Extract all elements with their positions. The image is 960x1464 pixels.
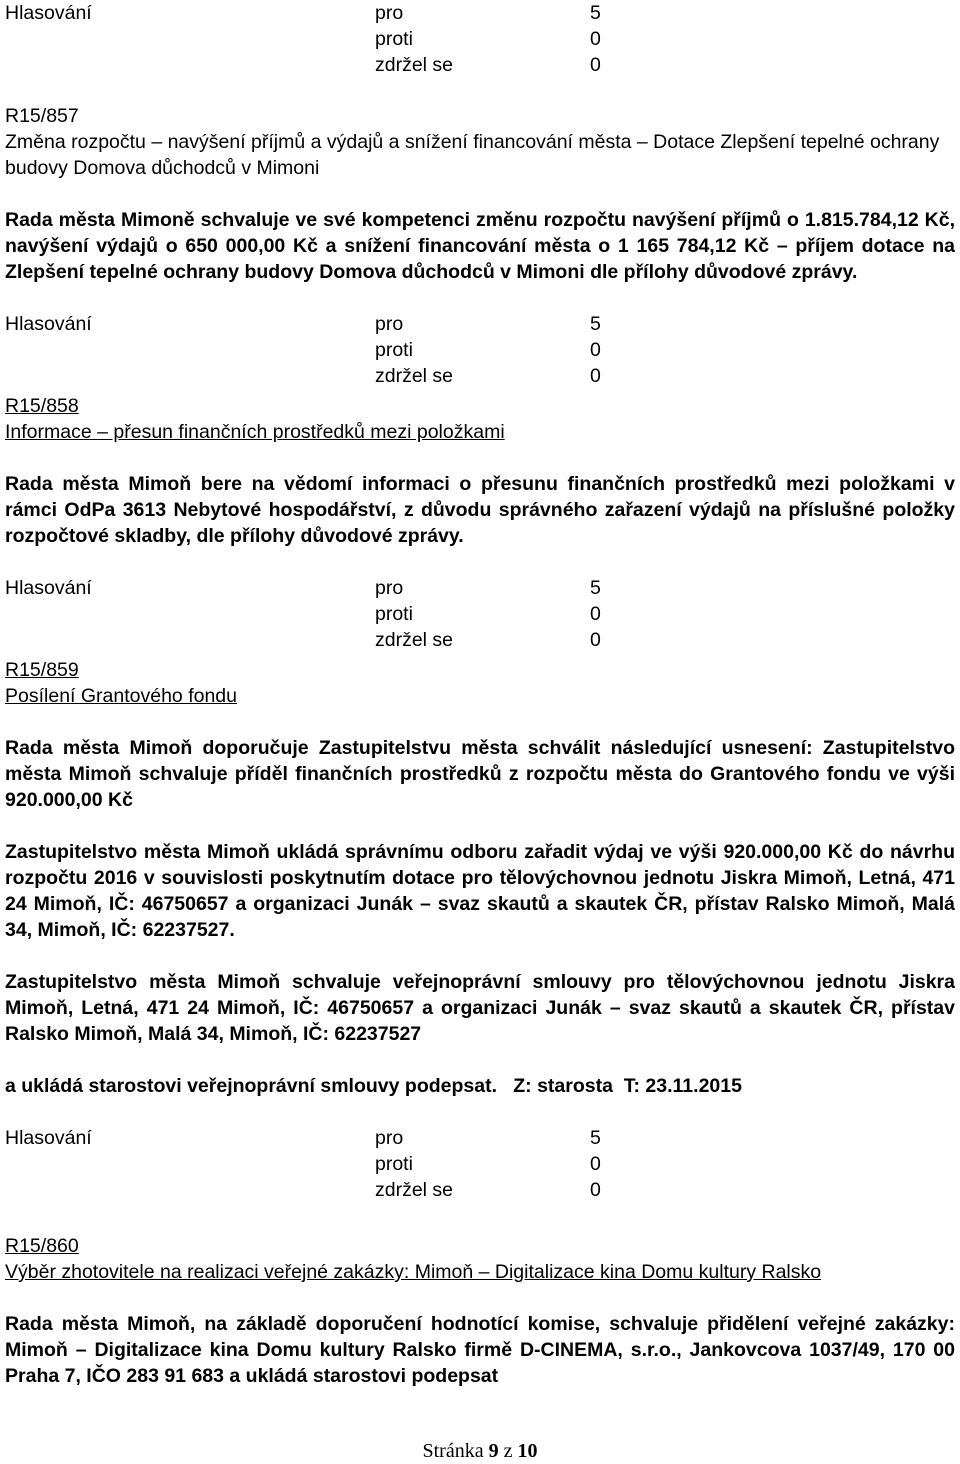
vote-against-count: 0: [590, 339, 601, 361]
resolution-r15-859: [5, 657, 955, 1099]
vote-heading: Hlasování: [5, 1127, 92, 1149]
document-page: [5, 0, 955, 1389]
page-total: 10: [517, 1440, 538, 1462]
page-label: Stránka: [422, 1440, 484, 1462]
vote-against-label: proti: [375, 603, 413, 625]
vote-block: [5, 0, 955, 78]
resolution-text: Rada města Mimoň, na základě doporučení hodnotící komise, schvaluje přidělení veřejné zakázky: Mimoň – Digitalizace kina Domu kultury Ralsko firmě D-CINEMA, s.r.o., Jankovcova 1037/49, 170 00 Praha 7, IČO 283 91 683 a ukládá starostovi podepsat: [5, 1313, 955, 1387]
page-footer: [0, 1438, 960, 1464]
vote-for-label: pro: [375, 577, 404, 599]
vote-against-count: 0: [590, 1153, 601, 1175]
page-number: 9: [488, 1440, 499, 1462]
vote-for-count: 5: [590, 2, 601, 24]
vote-for-label: pro: [375, 313, 404, 335]
resolution-text: Zastupitelstvo města Mimoň ukládá správnímu odboru zařadit výdaj ve výši 920.000,00 Kč do návrhu rozpočtu 2016 v souvislosti poskytnutím dotace pro tělovýchovnou jednotu Jiskra Mimoň, Letná, 471 24 Mimoň, IČ: 46750657 a organizaci Junák – svaz skautů a skautek ČR, přístav Ralsko Mimoň, Malá 34, Mimoň, IČ: 62237527.: [5, 841, 955, 941]
vote-for-count: 5: [590, 577, 601, 599]
resolution-text: a ukládá starostovi veřejnoprávní smlouvy podepsat. Z: starosta T: 23.11.2015: [5, 1075, 742, 1097]
resolution-text: Rada města Mimoň doporučuje Zastupitelstvu města schválit následující usnesení: Zastupitelstvo města Mimoň schvaluje příděl finančních prostředků z rozpočtu města do Grantového fondu ve výši 920.000,00 Kč: [5, 737, 955, 811]
vote-for-label: pro: [375, 1127, 404, 1149]
resolution-title: Posílení Grantového fondu: [5, 685, 237, 707]
vote-against-label: proti: [375, 339, 413, 361]
vote-block: [5, 311, 955, 393]
vote-for-count: 5: [590, 1127, 601, 1149]
resolution-title: Výběr zhotovitele na realizaci veřejné zakázky: Mimoň – Digitalizace kina Domu kultury Ralsko: [5, 1261, 822, 1283]
vote-block: [5, 1125, 955, 1207]
vote-abstain-label: zdržel se: [375, 1179, 454, 1201]
vote-against-count: 0: [590, 603, 601, 625]
vote-abstain-label: zdržel se: [375, 54, 454, 76]
vote-heading: Hlasování: [5, 2, 92, 24]
vote-abstain-count: 0: [590, 1179, 601, 1201]
vote-abstain-count: 0: [590, 629, 601, 651]
vote-abstain-count: 0: [590, 365, 601, 387]
vote-for-count: 5: [590, 313, 601, 335]
vote-against-count: 0: [590, 28, 601, 50]
vote-against-label: proti: [375, 1153, 413, 1175]
resolution-id: R15/857: [5, 105, 79, 127]
resolution-id: R15/858: [5, 395, 79, 417]
resolution-title: Informace – přesun finančních prostředků mezi položkami: [5, 421, 505, 443]
vote-heading: Hlasování: [5, 577, 92, 599]
vote-against-label: proti: [375, 28, 413, 50]
vote-abstain-count: 0: [590, 54, 601, 76]
vote-abstain-label: zdržel se: [375, 365, 454, 387]
resolution-id: R15/859: [5, 659, 79, 681]
vote-abstain-label: zdržel se: [375, 629, 454, 651]
resolution-text: Zastupitelstvo města Mimoň schvaluje veřejnoprávní smlouvy pro tělovýchovnou jednotu Jiskra Mimoň, Letná, 471 24 Mimoň, IČ: 46750657 a organizaci Junák – svaz skautů a skautek ČR, přístav Ralsko Mimoň, Malá 34, Mimoň, IČ: 62237527: [5, 971, 955, 1045]
resolution-r15-857: [5, 103, 955, 285]
resolution-text: Rada města Mimoň bere na vědomí informaci o přesunu finančních prostředků mezi položkami v rámci OdPa 3613 Nebytové hospodářství, z důvodu správného zařazení výdajů na příslušné položky rozpočtové skladby, dle přílohy důvodové zprávy.: [5, 473, 955, 547]
page-separator: z: [503, 1440, 513, 1462]
vote-for-label: pro: [375, 2, 404, 24]
resolution-title: Změna rozpočtu – navýšení příjmů a výdajů a snížení financování města – Dotace Zlepšení tepelné ochrany budovy Domova důchodců v Mimoni: [5, 131, 940, 179]
vote-block: [5, 575, 955, 657]
vote-heading: Hlasování: [5, 313, 92, 335]
resolution-id: R15/860: [5, 1235, 79, 1257]
resolution-r15-860: [5, 1233, 955, 1389]
resolution-r15-858: [5, 393, 955, 549]
resolution-text: Rada města Mimoně schvaluje ve své kompetenci změnu rozpočtu navýšení příjmů o 1.815.784,12 Kč, navýšení výdajů o 650 000,00 Kč a snížení financování města o 1 165 784,12 Kč – příjem dotace na Zlepšení tepelné ochrany budovy Domova důchodců v Mimoni dle přílohy důvodové zprávy.: [5, 209, 955, 283]
